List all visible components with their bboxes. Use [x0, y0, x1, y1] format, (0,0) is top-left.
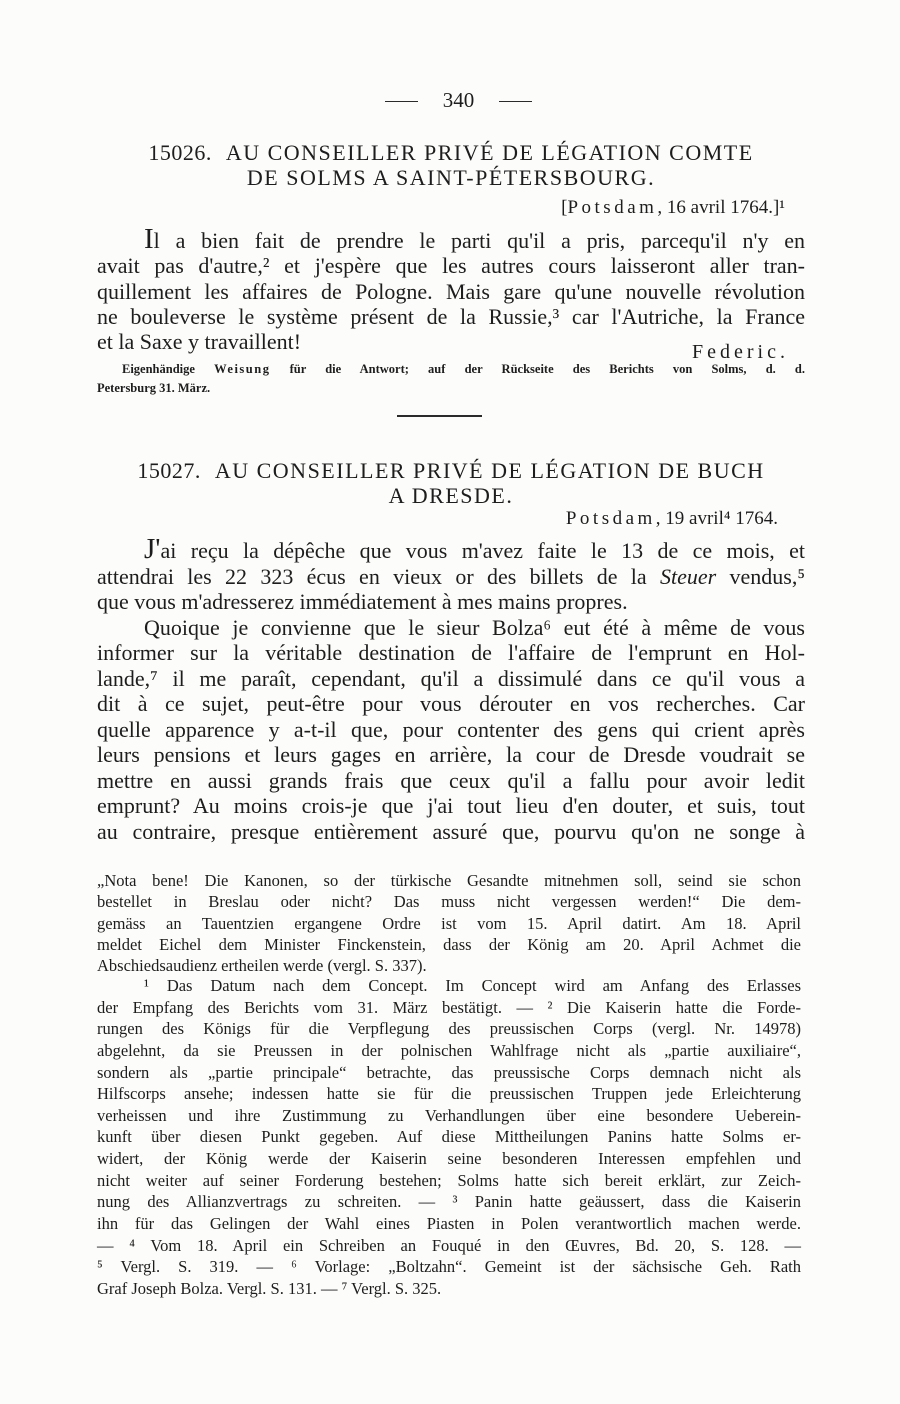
page-number: 340	[442, 88, 475, 112]
letter-title-line: AU CONSEILLER PRIVÉ DE LÉGATION COMTE	[225, 140, 754, 165]
body-line: leurs pensions et leurs gages en arrière, la cour de Dresde voudrait se	[97, 742, 805, 768]
body-line: ne bouleverse le système présent de la Russie,³ car l'Autriche, la France	[97, 303, 805, 329]
page-number-rule-left	[385, 101, 418, 103]
body-line: quillement les affaires de Pologne. Mais gare qu'une nouvelle révolution	[97, 278, 805, 304]
letter-number: 15027.	[137, 458, 201, 483]
body-line: et la Saxe y travaillent!	[97, 329, 302, 354]
date-place: Potsdam	[567, 197, 658, 218]
letter-title-line: DE SOLMS A SAINT-PÉTERSBOURG.	[246, 165, 656, 190]
section-divider	[397, 415, 482, 417]
body-text: vendus,⁵	[716, 563, 805, 589]
letter-heading-line	[97, 140, 805, 165]
signature: Federic.	[692, 341, 789, 363]
body-line: avait pas d'autre,² et j'espère que les autres cours laisseront aller tran-	[97, 253, 805, 279]
letter-heading-line	[97, 458, 805, 483]
footnote-line: ⁵ Vergl. S. 319. — ⁶ Vorlage: „Boltzahn“. Gemeint ist der sächsische Geh. Rath	[97, 1257, 801, 1277]
footnote-line: kunft über diesen Punkt gegeben. Auf diese Mittheilungen Panins hatte Solms er-	[97, 1127, 801, 1147]
body-line: Il a bien fait de prendre le parti qu'il a pris, parcequ'il n'y en	[144, 223, 805, 255]
footnotes	[97, 975, 801, 1300]
footnote-line: nicht weiter auf seiner Forderung bestehen; Solms hatte sich bereit erklärt, zur Zeich-	[97, 1170, 801, 1190]
body-line: que vous m'adresserez immédiatement à mes mains propres.	[97, 589, 628, 615]
date-text: , 16 avril 1764.]¹	[657, 197, 785, 218]
body-line	[97, 564, 805, 590]
footnote-line: ihn für das Gelingen der Wahl eines Piasten in Polen verantwortlich machen werde.	[97, 1214, 801, 1234]
page-header	[385, 88, 532, 112]
date-text: , 19 avril⁴ 1764.	[655, 508, 778, 529]
body-line: lande,⁷ il me paraît, cependant, qu'il a dissimulé dans ce qu'il vous a	[97, 665, 805, 691]
footnote-line: der Empfang des Berichts vom 31. März bestätigt. — ² Die Kaiserin hatte die Forde-	[97, 997, 801, 1017]
letter-title-line: AU CONSEILLER PRIVÉ DE LÉGATION DE BUCH	[214, 458, 765, 483]
body-line: informer sur la véritable destination de l'affaire de l'emprunt en Hol-	[97, 640, 805, 666]
footnote-line: ¹ Das Datum nach dem Concept. Im Concept wird am Anfang des Erlasses	[144, 976, 801, 995]
letter-date	[566, 507, 778, 531]
footnote-line: bestellet in Breslau oder nicht? Das muss nicht vergessen werden!“ Die dem-	[97, 892, 801, 912]
letter-body	[97, 533, 805, 845]
body-line: dit à ce sujet, peut-être pour vous dérouter en vos recherches. Car	[97, 691, 805, 717]
editorial-note	[97, 360, 805, 398]
page-number-rule-right	[499, 101, 532, 103]
body-line: au contraire, presque entièrement assuré que, pourvu qu'on ne songe à	[97, 819, 805, 845]
note-text: für die Antwort; auf der Rückseite des Berichts von Solms, d. d.	[270, 362, 805, 376]
footnote-line: Graf Joseph Bolza. Vergl. S. 131. — ⁷ Vergl. S. 325.	[97, 1278, 442, 1298]
footnote-line: abgelehnt, da sie Preussen in der polnischen Wahlfrage nicht als „partie auxiliaire“,	[97, 1040, 801, 1060]
footnote-line: widert, der König werde der Kaiserin seine besonderen Interessen empfehlen und	[97, 1149, 801, 1169]
letter-title-line: A DRESDE.	[388, 483, 514, 508]
footnote-line: Abschiedsaudienz ertheilen werde (vergl. S. 337).	[97, 956, 427, 975]
date-bracket: [	[561, 197, 568, 218]
body-line: Quoique je convienne que le sieur Bolza⁶ eut été à même de vous	[144, 614, 805, 640]
body-line: emprunt? Au moins crois-je que j'ai tout lieu d'en douter, et suis, tout	[97, 793, 805, 819]
footnote-line: „Nota bene! Die Kanonen, so der türkische Gesandte mitnehmen soll, seind sie schon	[97, 871, 801, 890]
letter-body	[97, 223, 805, 354]
body-line: mettre en aussi grands frais que ceux qu'il a fallu pour avoir ledit	[97, 767, 805, 793]
letter-number: 15026.	[148, 140, 212, 165]
footnote-line: verheissen und ihre Zustimmung zu Verhandlungen über eine besondere Ueberein-	[97, 1105, 801, 1125]
footnote-line: sondern als „partie principale“ betrachte, das preussische Corps demnach nicht als	[97, 1062, 801, 1082]
letter-heading	[97, 140, 805, 190]
body-line: J'ai reçu la dépêche que vous m'avez faite le 13 de ce mois, et	[144, 533, 805, 565]
note-line: Petersburg 31. März.	[97, 381, 211, 395]
date-place: Potsdam	[565, 508, 656, 529]
footnote-line: gemäss an Tauentzien ergangene Ordre ist vom 15. April datirt. Am 18. April	[97, 913, 801, 933]
footnote-line: — ⁴ Vom 18. April ein Schreiben an Fouqué in den Œuvres, Bd. 20, S. 128. —	[97, 1235, 801, 1255]
footnote-line: nung des Allianzvertrags zu schreiten. — ³ Panin hatte geäussert, dass die Kaiserin	[97, 1192, 801, 1212]
letter-heading	[97, 458, 805, 508]
italic-term: Steuer	[659, 563, 717, 589]
footnote-line: Hilfscorps ansehe; indessen hatte sie für die preussischen Truppen jede Erleichterung	[97, 1084, 801, 1104]
letter-date	[561, 196, 785, 220]
note-text: Eigenhändige	[122, 362, 215, 376]
note-keyword: Weisung	[214, 362, 271, 376]
footnote-line: meldet Eichel dem Minister Finckenstein, dass der König am 20. April Achmet die	[97, 934, 801, 954]
body-line: quelle apparence y a-t-il que, pour contenter des gens qui crient après	[97, 716, 805, 742]
footnote-intro	[97, 870, 801, 976]
footnote-line: rungen des Königs für die Verpflegung des preussischen Corps (vergl. Nr. 14978)	[97, 1019, 801, 1039]
body-text: attendrai les 22 323 écus en vieux or des billets de la	[97, 563, 660, 589]
note-line	[97, 360, 805, 379]
